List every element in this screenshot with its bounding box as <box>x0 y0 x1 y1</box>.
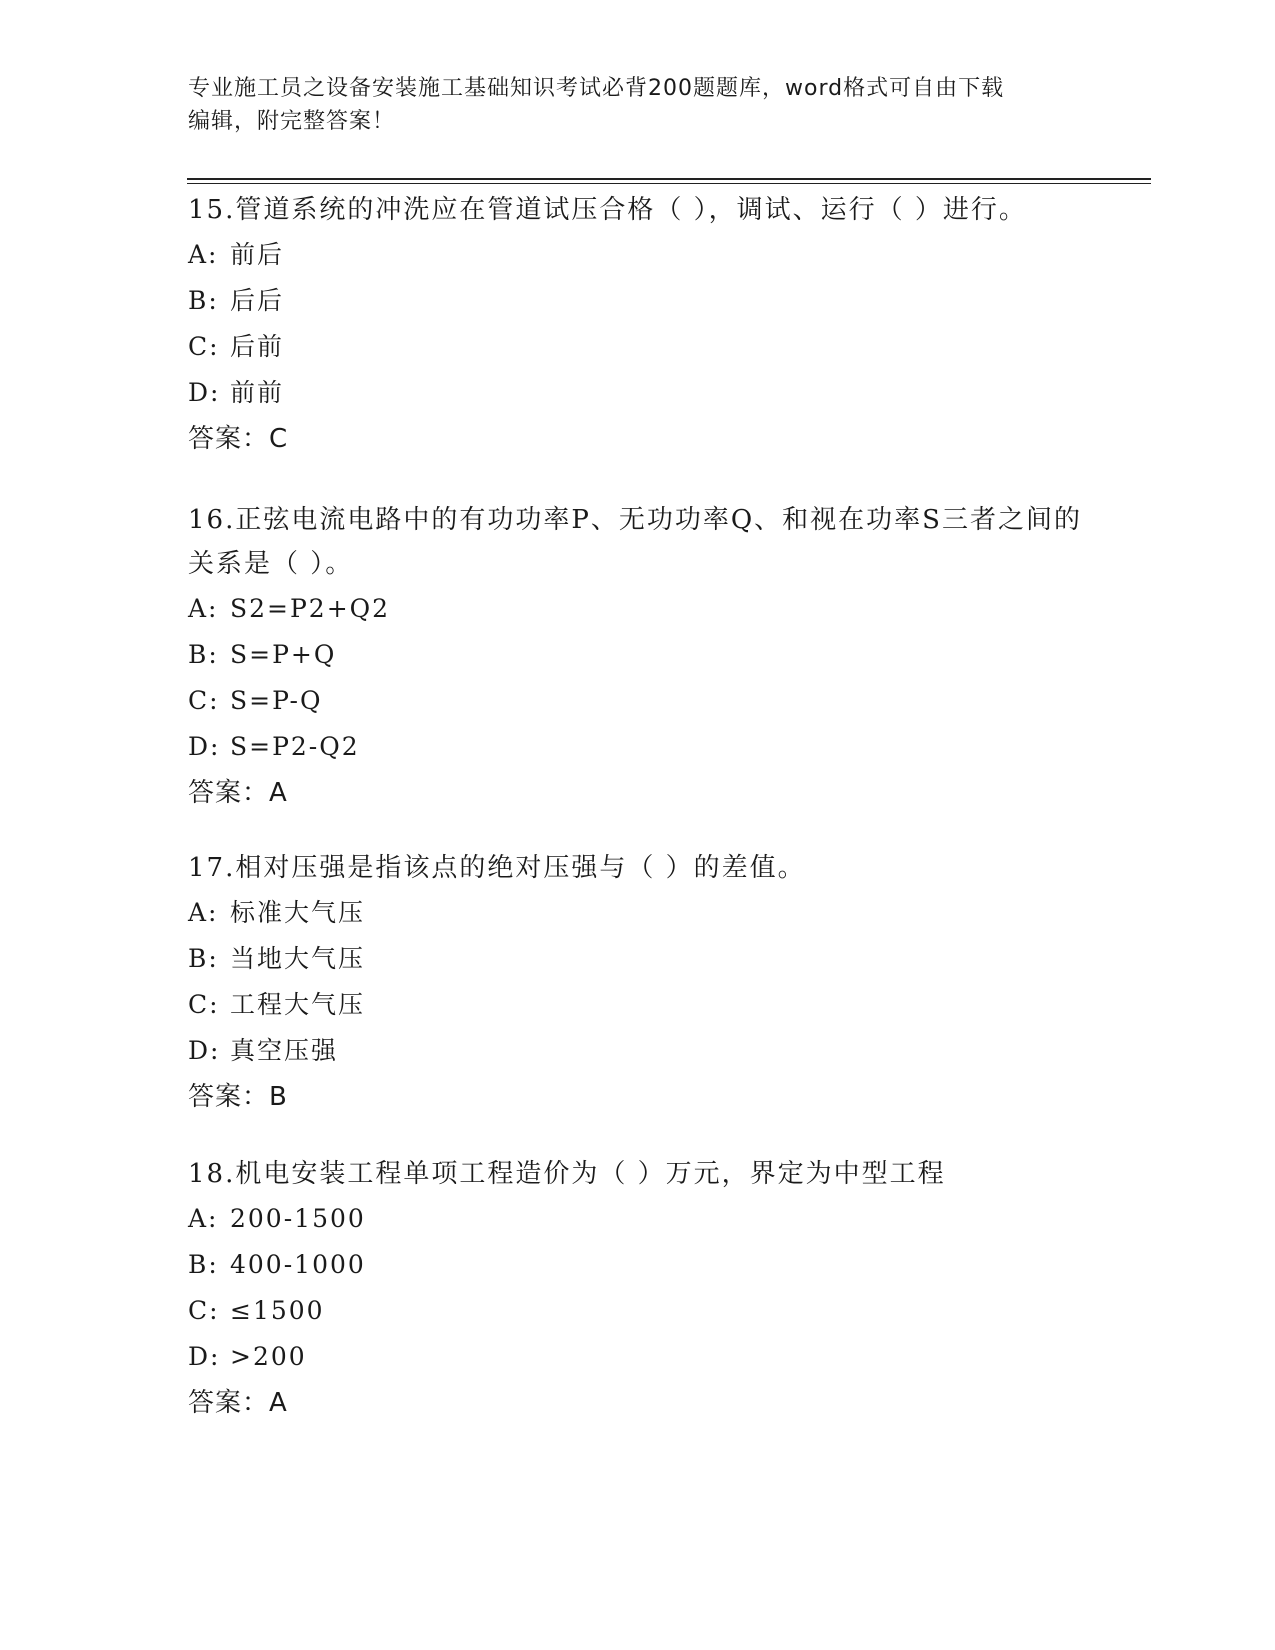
option-c <box>188 324 1108 370</box>
option-key: C: <box>188 686 220 715</box>
question-16 <box>188 498 1108 816</box>
option-b <box>188 632 1108 678</box>
option-key: A: <box>188 1204 219 1233</box>
option-key: B: <box>188 944 219 973</box>
option-text: 标准大气压 <box>230 898 366 927</box>
option-d <box>188 370 1108 416</box>
option-key: A: <box>188 898 219 927</box>
option-text: >200 <box>230 1342 307 1371</box>
option-text: 真空压强 <box>230 1036 339 1065</box>
option-key: C: <box>188 990 220 1019</box>
option-text: 工程大气压 <box>230 990 366 1019</box>
option-key: D: <box>188 732 221 761</box>
option-text: 当地大气压 <box>230 944 366 973</box>
question-18 <box>188 1152 1108 1426</box>
option-b <box>188 936 1108 982</box>
option-a <box>188 232 1108 278</box>
question-stem: 15.管道系统的冲洗应在管道试压合格（ ），调试、运行（ ）进行。 <box>188 195 1027 225</box>
option-key: B: <box>188 640 219 669</box>
header-divider-thin <box>187 183 1151 184</box>
option-text: 后后 <box>230 286 285 315</box>
answer-line: 答案：B <box>188 1082 288 1112</box>
answer-line: 答案：A <box>188 1388 288 1418</box>
option-key: B: <box>188 1250 219 1279</box>
answer-line: 答案：C <box>188 424 289 454</box>
header-line-1: 专业施工员之设备安装施工基础知识考试必背200题题库，word格式可自由下载 <box>188 76 1005 101</box>
option-text: 400-1000 <box>230 1250 366 1279</box>
option-d <box>188 724 1108 770</box>
option-c <box>188 678 1108 724</box>
option-d <box>188 1334 1108 1380</box>
option-text: 后前 <box>230 332 285 361</box>
option-text: S=P+Q <box>230 640 337 669</box>
question-15 <box>188 188 1108 462</box>
answer-line: 答案：A <box>188 778 288 808</box>
option-b <box>188 1242 1108 1288</box>
option-b <box>188 278 1108 324</box>
option-key: A: <box>188 594 219 623</box>
option-key: A: <box>188 240 219 269</box>
document-header <box>188 72 1088 138</box>
option-key: C: <box>188 1296 220 1325</box>
option-d <box>188 1028 1108 1074</box>
option-key: C: <box>188 332 220 361</box>
option-text: 前后 <box>230 240 285 269</box>
option-c <box>188 1288 1108 1334</box>
option-a <box>188 890 1108 936</box>
option-key: D: <box>188 1342 221 1371</box>
option-text: 前前 <box>230 378 285 407</box>
header-divider-thick <box>187 178 1151 180</box>
option-c <box>188 982 1108 1028</box>
option-text: 200-1500 <box>230 1204 366 1233</box>
option-text: S=P-Q <box>230 686 323 715</box>
option-text: ≤1500 <box>230 1296 325 1325</box>
option-a <box>188 586 1108 632</box>
option-key: B: <box>188 286 219 315</box>
option-key: D: <box>188 378 221 407</box>
option-a <box>188 1196 1108 1242</box>
question-stem: 17.相对压强是指该点的绝对压强与（ ）的差值。 <box>188 853 806 883</box>
option-text: S2=P2+Q2 <box>230 594 391 623</box>
question-17 <box>188 846 1108 1120</box>
question-stem: 18.机电安装工程单项工程造价为（ ）万元，界定为中型工程 <box>188 1159 946 1189</box>
question-stem: 16.正弦电流电路中的有功功率P、无功功率Q、和视在功率S三者之间的关系是（ ）。 <box>188 505 1082 579</box>
option-key: D: <box>188 1036 221 1065</box>
option-text: S=P2-Q2 <box>230 732 360 761</box>
header-line-2: 编辑，附完整答案！ <box>188 109 396 134</box>
